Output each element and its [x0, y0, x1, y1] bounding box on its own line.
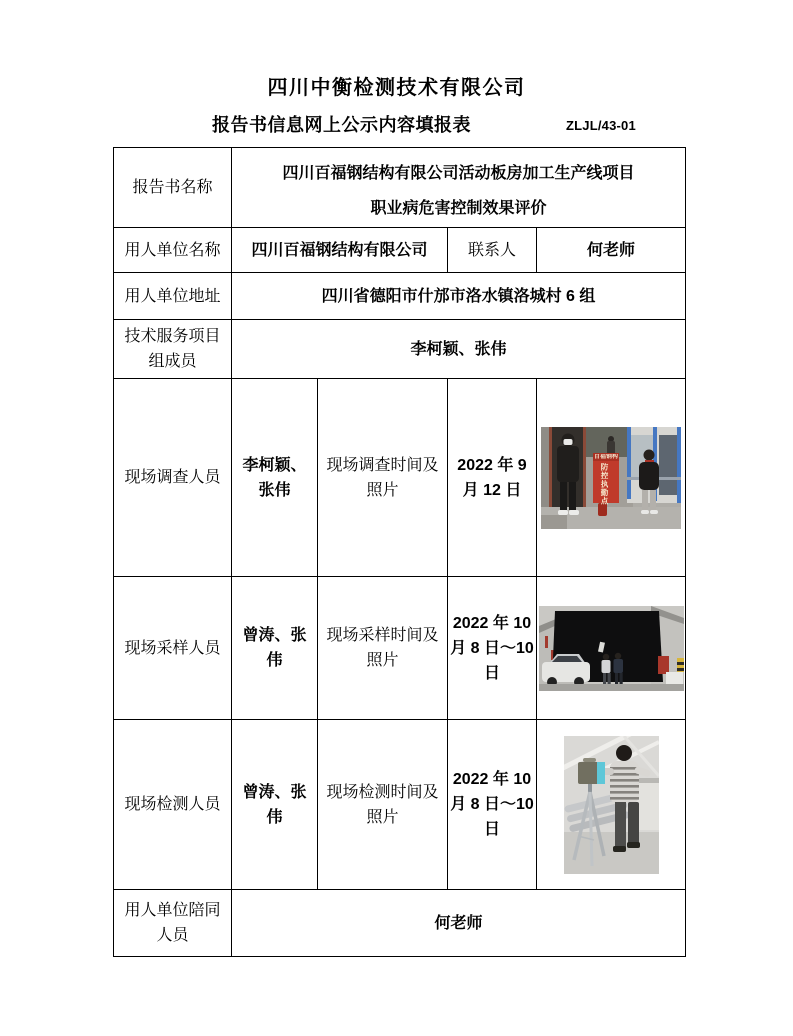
sampling-time-label: 现场采样时间及照片 [318, 577, 448, 720]
row-address [114, 273, 686, 320]
sampling-photo-cell [537, 577, 686, 720]
company-title: 四川中衡检测技术有限公司 [267, 77, 526, 99]
sampling-photo-art [539, 606, 684, 691]
machine-frame [636, 778, 659, 830]
form-code: ZLJL/43-01 [566, 118, 636, 133]
row-accompany [114, 890, 686, 957]
report-name-line2: 职业病危害控制效果评价 [370, 199, 547, 217]
employer-value: 四川百福钢结构有限公司 [232, 228, 448, 273]
testing-photo [564, 736, 659, 874]
team-value: 李柯颖、张伟 [232, 320, 686, 379]
testing-time-value: 2022 年 10 月 8 日～10 日 [448, 720, 537, 890]
row-team [114, 320, 686, 379]
survey-time-label: 现场调查时间及照片 [318, 379, 448, 577]
survey-photo-art [541, 427, 681, 529]
sampling-label: 现场采样人员 [114, 577, 232, 720]
contact-label: 联系人 [448, 228, 537, 273]
survey-label: 现场调查人员 [114, 379, 232, 577]
report-name-value [232, 148, 686, 228]
row-sampling [114, 577, 686, 720]
survey-photo [541, 427, 681, 529]
ground [539, 684, 684, 691]
row-employer [114, 228, 686, 273]
sampling-personnel: 曾涛、张伟 [232, 577, 318, 720]
fire-cabinet [658, 656, 669, 674]
banner-header-text: 百福钢构 [593, 453, 618, 460]
row-testing [114, 720, 686, 890]
row-report-name [114, 148, 686, 228]
contact-value: 何老师 [537, 228, 686, 273]
accompany-value: 何老师 [232, 890, 686, 957]
banner-vertical-text: 防控执勤点 [600, 462, 609, 505]
report-name-line1: 四川百福钢结构有限公司活动板房加工生产线项目 [282, 164, 635, 182]
team-label: 技术服务项目组成员 [114, 320, 232, 379]
form-title: 报告书信息网上公示内容填报表 [212, 115, 471, 135]
sampling-photo [539, 606, 684, 691]
report-info-table [113, 147, 686, 957]
report-name-label: 报告书名称 [114, 148, 232, 228]
sampling-time-value: 2022 年 10 月 8 日～10 日 [448, 577, 537, 720]
testing-label: 现场检测人员 [114, 720, 232, 890]
survey-personnel: 李柯颖、张伟 [232, 379, 318, 577]
address-label: 用人单位地址 [114, 273, 232, 320]
testing-photo-cell [537, 720, 686, 890]
testing-time-label: 现场检测时间及照片 [318, 720, 448, 890]
white-box [666, 672, 683, 685]
employer-label: 用人单位名称 [114, 228, 232, 273]
survey-photo-cell [537, 379, 686, 577]
address-value: 四川省德阳市什邡市洛水镇洛城村 6 组 [232, 273, 686, 320]
testing-photo-art [564, 736, 659, 874]
survey-time-value: 2022 年 9 月 12 日 [448, 379, 537, 577]
row-survey [114, 379, 686, 577]
testing-personnel: 曾涛、张伟 [232, 720, 318, 890]
accompany-label: 用人单位陪同人员 [114, 890, 232, 957]
